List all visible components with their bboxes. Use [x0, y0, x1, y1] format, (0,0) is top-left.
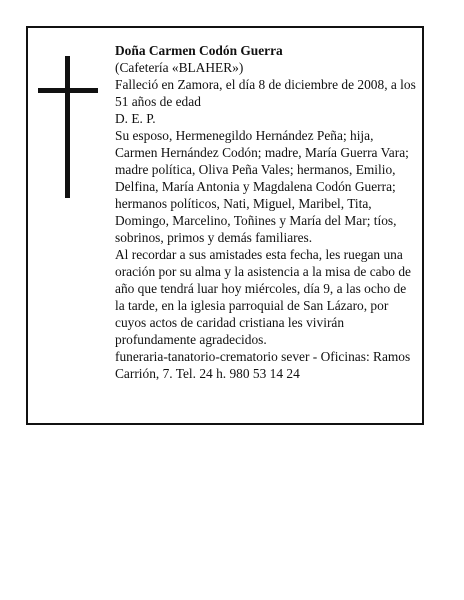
mass-invitation: Al recordar a sus amistades esta fecha, les ruegan una oración por su alma y la asistencia a la misa de cabo de año que tendrá luar hoy miércoles, día 9, a las ocho de la tarde, en la iglesia parroquial de San Lázaro, por cuyos actos de caridad cristiana les vivirán profundamente agradecidos.	[115, 247, 411, 347]
deceased-name: Doña Carmen Codón Guerra	[115, 43, 283, 58]
rip-line: D. E. P.	[115, 111, 156, 126]
obituary-notice	[26, 26, 424, 425]
death-details: Falleció en Zamora, el día 8 de diciembre de 2008, a los 51 años de edad	[115, 77, 416, 109]
cross-vertical-bar	[65, 56, 70, 198]
family-list: Su esposo, Hermenegildo Hernández Peña; hija, Carmen Hernández Codón; madre, María Guerra Vara; madre política, Oliva Peña Vales; hermanos, Emilio, Delfina, María Antonia y Magdalena Codón Guerra; hermanos políticos, Nati, Miguel, Maribel, Tita, Domingo, Marcelino, Toñines y María del Mar; tíos, sobrinos, primos y demás familiares.	[115, 128, 409, 245]
cross-horizontal-bar	[38, 88, 98, 93]
funeral-home-info: funeraria-tanatorio-crematorio sever - Oficinas: Ramos Carrión, 7. Tel. 24 h. 980 53 14 24	[115, 349, 411, 381]
cross-icon	[38, 56, 98, 198]
obituary-text	[115, 42, 417, 382]
subtitle: (Cafetería «BLAHER»)	[115, 60, 244, 75]
